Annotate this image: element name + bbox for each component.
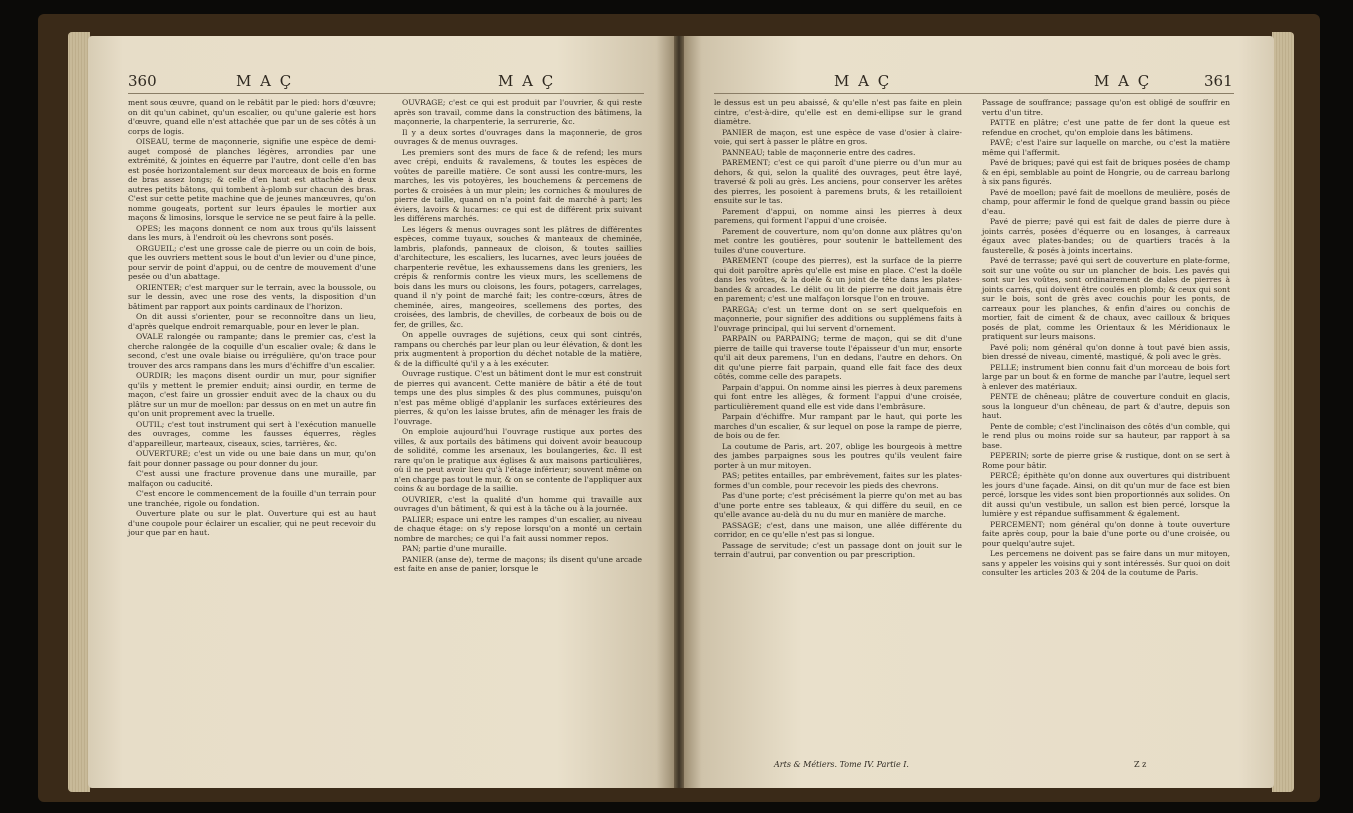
entry: OPES; les maçons donnent ce nom aux trous qu'ils laissent dans les murs, à l'endroit où les chevrons sont posés. xyxy=(128,223,376,242)
entry: Ouvrage rustique. C'est un bâtiment dont le mur est construit de pierres qui avancent. Cette manière de bâtir a été de tout temps une des plus simples & des plus communes, puisqu'on n'est pas même obligé d'applanir les surfaces extérieures des pierres, & qu'on les laisse brutes, afin de ménager les frais de l'ouvrage. xyxy=(394,369,642,426)
entry: Passage de souffrance; passage qu'on est obligé de souffrir en vertu d'un titre. xyxy=(982,98,1230,117)
open-book xyxy=(38,14,1320,802)
entry: Pas d'une porte; c'est précisément la pierre qu'on met au bas d'une porte entre ses tableaux, & qui diffère du seuil, en ce qu'elle avance au-delà du nu du mur en manière de marche. xyxy=(714,491,962,519)
entry: Parpain d'échiffre. Mur rampant par le haut, qui porte les marches d'un escalier, & sur lequel on pose la rampe de pierre, de bois ou de fer. xyxy=(714,412,962,440)
text-column-right xyxy=(394,98,642,575)
running-head: M A Ç xyxy=(236,72,294,90)
entry: On appelle ouvrages de sujétions, ceux qui sont cintrés, rampans ou cherchés par leur plan ou leur élévation, & dont les prix augmentent à proportion du déchet notable de la matière, & de la difficulté qu'il y a à les exécuter. xyxy=(394,330,642,368)
entry: PASSAGE; c'est, dans une maison, une allée différente du corridor, en ce qu'elle n'est pas si longue. xyxy=(714,520,962,539)
entry: PEPERIN; sorte de pierre grise & rustique, dont on se sert à Rome pour bâtir. xyxy=(982,451,1230,470)
entry: Les percemens ne doivent pas se faire dans un mur mitoyen, sans y appeler les voisins qui y sont intéressés. Sur quoi on doit consulter les articles 203 & 204 de la coutume de Paris. xyxy=(982,549,1230,577)
entry: Les légers & menus ouvrages sont les plâtres de différentes espèces, comme tuyaux, souches & manteaux de cheminée, lambris, plafonds, panneaux de cloison, & toutes saillies d'architecture, les escaliers, les lucarnes, avec leurs jouées de charpenterie revêtue, les exhaussemens dans les greniers, les crépis & renformis contre les vieux murs, les scellemens de bois dans les murs ou cloisons, les fours, potagers, carrelages, quand il n'y point de marché fait; les contre-cœurs, âtres de cheminée, aires, mangeoires, scellemens des portes, des croisées, des lambris, de chevilles, de corbeaux de bois ou de fer, de grilles, &c. xyxy=(394,224,642,329)
entry: On dit aussi s'orienter, pour se reconnoître dans un lieu, d'après quelque endroit remarquable, pour en lever le plan. xyxy=(128,312,376,331)
text-column-left xyxy=(128,98,376,539)
entry: C'est encore le commencement de la fouille d'un terrain pour une tranchée, rigole ou fondation. xyxy=(128,489,376,508)
entry: PATTE en plâtre; c'est une patte de fer dont la queue est refendue en crochet, qu'on emploie dans les bâtimens. xyxy=(982,118,1230,137)
entry: PELLE; instrument bien connu fait d'un morceau de bois fort large par un bout & en forme de manche par l'autre, lequel sert à enlever des matériaux. xyxy=(982,362,1230,391)
entry: Il y a deux sortes d'ouvrages dans la maçonnerie, de gros ouvrages & de menus ouvrages. xyxy=(394,127,642,146)
entry: Parement d'appui, on nomme ainsi les pierres à deux paremens, qui forment l'appui d'une croisée. xyxy=(714,206,962,225)
entry: PAREGA; c'est un terme dont on se sert quelquefois en maçonnerie, pour signifier des additions ou supplémens faits à l'ouvrage principal, qui lui servent d'ornement. xyxy=(714,304,962,333)
entry: Pavé poli; nom général qu'on donne à tout pavé bien assis, bien dressé de niveau, cimenté, mastiqué, & poli avec le grès. xyxy=(982,342,1230,361)
entry: OURDIR; les maçons disent ourdir un mur, pour signifier qu'ils y mettent le premier enduit; ainsi ourdir, en terme de maçon, c'est faire un grossier enduit avec de la chaux ou du plâtre sur un mur de moellon: par dessus on en met un autre fin qu'on unit proprement avec la truelle. xyxy=(128,371,376,418)
text-column-left xyxy=(714,98,962,561)
header-rule xyxy=(128,93,644,94)
entry: Pente de comble; c'est l'inclinaison des côtés d'un comble, qui le rend plus ou moins roide sur sa hauteur, par rapport à sa base. xyxy=(982,421,1230,450)
entry: PANNEAU; table de maçonnerie entre des cadres. xyxy=(722,147,916,157)
page-number: 361 xyxy=(1204,72,1233,90)
entry: ORIENTER; c'est marquer sur le terrain, avec la boussole, ou sur le dessin, avec une rose des vents, la disposition d'un bâtiment par rapport aux points cardinaux de l'horizon. xyxy=(128,282,376,311)
entry: PERCEMENT; nom général qu'on donne à toute ouverture faite après coup, pour la baie d'une porte ou d'une croisée, ou pour quelqu'autre sujet. xyxy=(982,519,1230,548)
page-edges-right xyxy=(1272,32,1294,792)
entry: le dessus est un peu abaissé, & qu'elle n'est pas faite en plein cintre, c'est-à-dire, qu'elle est en demi-ellipse sur le grand diamètre. xyxy=(714,98,962,126)
entry: Pavé de terrasse; pavé qui sert de couverture en plate-forme, soit sur une voûte ou sur un plancher de bois. Les pavés qui sont sur les voûtes, sont ordinairement de dales de pierres à joints carrés, qui doivent être coulés en plomb; & ceux qui sont sur le bois, sont de grès avec couchis pour les ponts, de carreaux pour les planches, & enfin d'aires ou conchis de mortier, fait de ciment & de chaux, avec cailloux & briques posés de plat, comme les Orientaux & les Méridionaux le pratiquent sur leurs maisons. xyxy=(982,256,1230,341)
page-footer: Arts & Métiers. Tome IV. Partie I. xyxy=(774,760,909,769)
running-head: M A Ç xyxy=(1094,72,1152,90)
entry: Pavé de briques; pavé qui est fait de briques posées de champ & en épi, semblable au point de Hongrie, ou de carreau barlong à six pans figurés. xyxy=(982,158,1230,186)
entry: PALIER; espace uni entre les rampes d'un escalier, au niveau de chaque étage: on s'y repose lorsqu'on a monté un certain nombre de marches; ce qui l'a fait aussi nommer repos. xyxy=(394,514,642,543)
entry: Pavé de moellon; pavé fait de moellons de meulière, posés de champ, pour affermir le fond de quelque grand bassin ou pièce d'eau. xyxy=(982,187,1230,216)
entry: PERCÉ; épithète qu'on donne aux ouvertures qui distribuent les jours d'une façade. Ainsi, on dit qu'un mur de face est bien percé, lorsque les vides sont bien proportionnés aux solides. On dit aussi qu'un vestibule, un sallon est bien percé, lorsque la lumière y est répandue suffisamment & également. xyxy=(982,471,1230,518)
entry: On emploie aujourd'hui l'ouvrage rustique aux portes des villes, & aux portails des bâtimens qui doivent avoir beaucoup de solidité, comme les arsenaux, les boulangeries, &c. Il est rare qu'on le pratique aux églises & aux maisons particulières, où il ne peut avoir lieu qu'à l'étage inférieur; souvent même on n'en charge pas tout le mur, & on se contente de l'appliquer aux coins & au bordage de la saillie. xyxy=(394,427,642,493)
entry: PAN; partie d'une muraille. xyxy=(402,544,507,553)
entry: ment sous œuvre, quand on le rebâtit par le pied: hors d'œuvre; on dit qu'un cabinet, qu'un escalier, ou qu'une galerie est hors d'œuvre, quand elle n'est attachée que par un de ses côtés à un corps de logis. xyxy=(128,98,376,136)
page-edges-left xyxy=(68,32,90,792)
entry: PAS; petites entailles, par embrèvement, faites sur les plates-formes d'un comble, pour recevoir les pieds des chevrons. xyxy=(714,471,962,490)
entry: Passage de servitude; c'est un passage dont on jouit sur le terrain d'autrui, par convention ou par prescription. xyxy=(714,540,962,559)
entry: PARPAIN ou PARPAING; terme de maçon, qui se dit d'une pierre de taille qui traverse toute l'épaisseur d'un mur, ensorte qu'il ait deux paremens, l'un en dedans, l'autre en dehors. On dit qu'une pierre fait parpain, quand elle fait face des deux côtés, comme celle des parapets. xyxy=(714,334,962,381)
entry: PAREMENT (coupe des pierres), est la surface de la pierre qui doit paroître après qu'elle est mise en place. C'est la doële dans les voûtes, & la doële & un joint de tête dans les plates-bandes & arcades. Le délit ou lit de pierre ne doit jamais être en parement; c'est une malfaçon lorsque l'on en trouve. xyxy=(714,256,962,303)
entry: PANIER (anse de), terme de maçons; ils disent qu'une arcade est faite en anse de panier, lorsque le xyxy=(394,554,642,573)
entry: C'est aussi une fracture provenue dans une muraille, par malfaçon ou caducité. xyxy=(128,469,376,488)
running-head: M A Ç xyxy=(834,72,892,90)
right-page xyxy=(684,36,1274,788)
entry: OUVERTURE; c'est un vide ou une baie dans un mur, qu'on fait pour donner passage ou pour donner du jour. xyxy=(128,449,376,468)
entry: OISEAU, terme de maçonnerie, signifie une espèce de demi-auget composé de planches légères, arrondies par une extrémité, & jointes en équerre par l'autre, dont celle d'en bas est posée horizontalement sur deux morceaux de bois en forme de bras assez longs; & celle d'en haut est attachée à deux autres petits bâtons, qui tombent à-plomb sur chacun des bras. C'est sur cette petite machine que de jeunes manœuvres, qu'on nomme gougeats, portent sur leurs épaules le mortier aux maçons & limosins, lorsque le service ne se peut faire à la pelle. xyxy=(128,137,376,222)
entry: PENTE de chêneau; plâtre de couverture conduit en glacis, sous la longueur d'un chêneau, de part & d'autre, depuis son haut. xyxy=(982,392,1230,420)
running-head: M A Ç xyxy=(498,72,556,90)
text-column-right xyxy=(982,98,1230,579)
signature-mark: Z z xyxy=(1134,760,1147,769)
page-number: 360 xyxy=(128,72,157,90)
entry: OVALE ralongée ou rampante; dans le premier cas, c'est la cherche ralongée de la coquille d'un escalier ovale; & dans le second, c'est une ovale biaise ou irrégulière, qu'on trace pour trouver des arcs rampans dans les murs d'échiffre d'un escalier. xyxy=(128,332,376,370)
entry: OUVRAGE; c'est ce qui est produit par l'ouvrier, & qui reste après son travail, comme dans la construction des bâtimens, la maçonnerie, la charpenterie, la serrurerie, &c. xyxy=(394,98,642,126)
book-gutter xyxy=(674,36,684,788)
entry: OUVRIER, c'est la qualité d'un homme qui travaille aux ouvrages d'un bâtiment, & qui est à la tâche ou à la journée. xyxy=(394,494,642,513)
entry: OUTIL; c'est tout instrument qui sert à l'exécution manuelle des ouvrages, comme les fausses équerres, règles d'appareilleur, marteaux, ciseaux, scies, tarrières, &c. xyxy=(128,419,376,448)
entry: Parpain d'appui. On nomme ainsi les pierres à deux paremens qui font entre les allèges, & forment l'appui d'une croisée, particulièrement quand elle est vide dans l'embrâsure. xyxy=(714,382,962,411)
entry: Parement de couverture, nom qu'on donne aux plâtres qu'on met contre les goutières, pour soutenir le battellement des tuiles d'une couverture. xyxy=(714,226,962,255)
entry: ORGUEIL; c'est une grosse cale de pierre ou un coin de bois, que les ouvriers mettent sous le bout d'un levier ou d'une pince, pour servir de point d'appui, ou de centre de mouvement d'une pesée ou d'un abattage. xyxy=(128,243,376,281)
entry: PANIER de maçon, est une espèce de vase d'osier à claire-voie, qui sert à passer le plâtre en gros. xyxy=(714,127,962,146)
entry: Pavé de pierre; pavé qui est fait de dales de pierre dure à joints carrés, posées d'équerre ou en losanges, à carreaux égaux avec plates-bandes; ou de quartiers tracés à la fausterelle, & posés à joints incertains. xyxy=(982,217,1230,255)
entry: PAREMENT; c'est ce qui paroît d'une pierre ou d'un mur au dehors, & qui, selon la qualité des ouvrages, peut être layé, traversé & poli au grès. Les anciens, pour conserver les arêtes des pierres, les posoient à paremens bruts, & les retailloient ensuite sur le tas. xyxy=(714,158,962,205)
left-page xyxy=(88,36,674,788)
entry: Les premiers sont des murs de face & de refend; les murs avec crépi, enduits & ravalemens, & toutes les espèces de voûtes de pareille matière. Ce sont aussi les contre-murs, les marches, les vis potoyères, les bouchemens & percemens de portes & croisées à un mur plein; les corniches & moulures de pierre de taille, quand on n'a point fait de marché à part; les éviers, lavoirs & lucarnes: ce qui est de différent prix suivant les différens marchés. xyxy=(394,147,642,223)
entry: La coutume de Paris, art. 207, oblige les bourgeois à mettre des jambes parpaignes sous les poutres qu'ils veulent faire porter à un mur mitoyen. xyxy=(714,441,962,470)
entry: Ouverture plate ou sur le plat. Ouverture qui est au haut d'une coupole pour éclairer un escalier, qui ne peut recevoir du jour que par en haut. xyxy=(128,509,376,537)
entry: PAVÉ; c'est l'aire sur laquelle on marche, ou c'est la matière même qui l'affermit. xyxy=(982,138,1230,157)
header-rule xyxy=(714,93,1234,94)
